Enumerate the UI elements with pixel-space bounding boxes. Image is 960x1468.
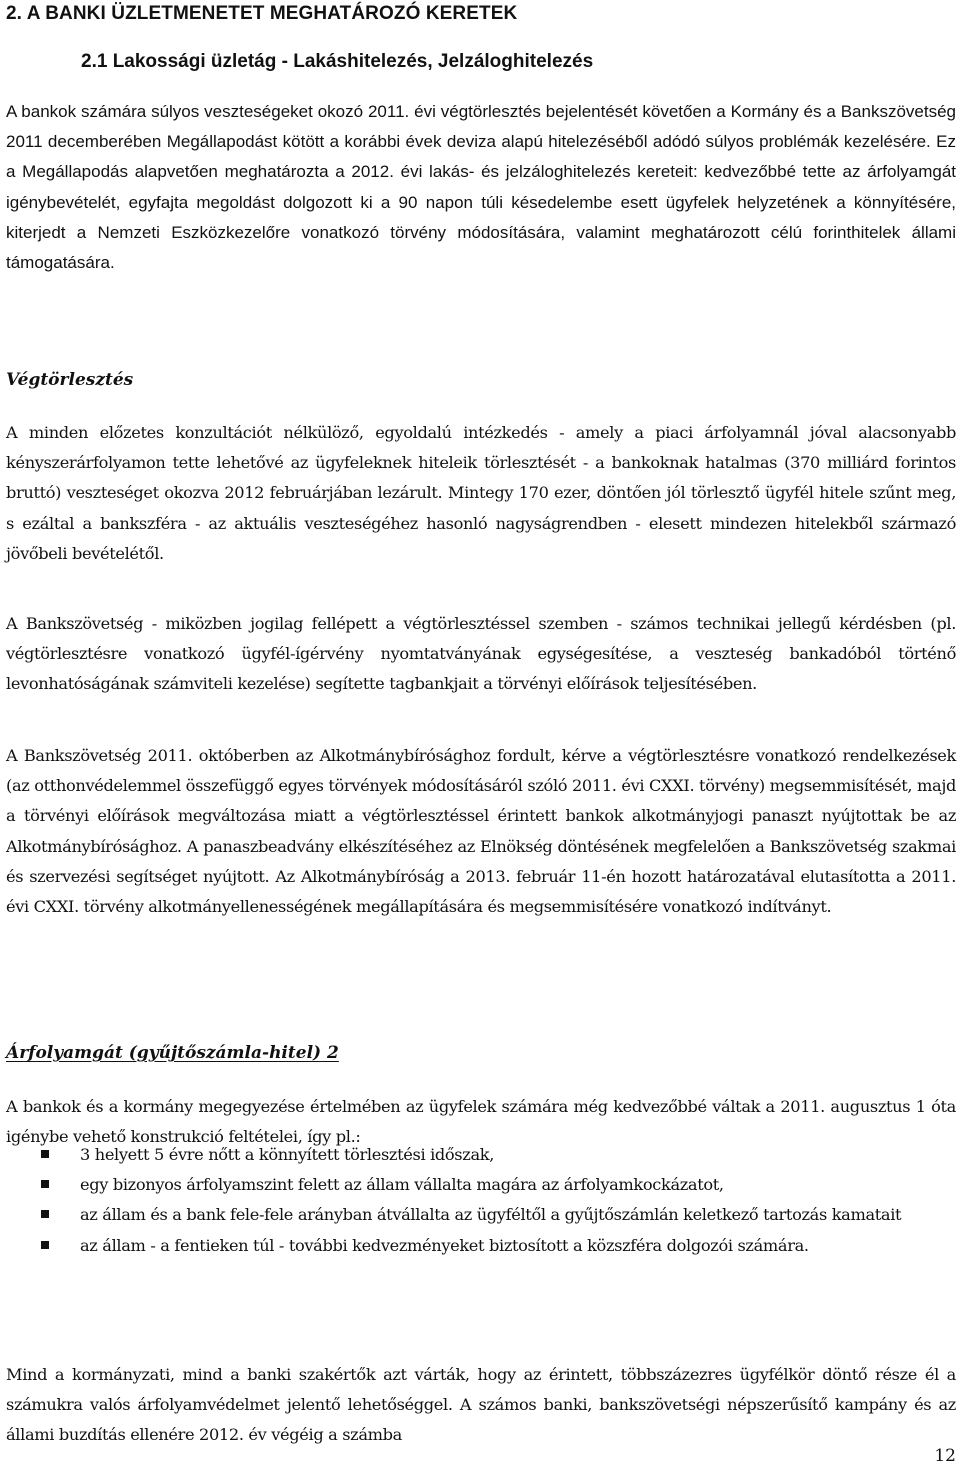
paragraph-arfolyamgat-closing: Mind a kormányzati, mind a banki szakértők azt várták, hogy az érintett, többszázezres ügyfélkör döntő része él a számukra valós árfolyamvédelmet jelentő lehetőséggel. A számos banki, bankszövetségi népszerűsítő kampány és az állami buzdítás ellenére 2012. év végéig a számba <box>6 1365 956 1445</box>
list-item-text: az állam - a fentieken túl - további kedvezményeket biztosított a közszféra dolgozói számára. <box>80 1235 809 1255</box>
paragraph-arfolyamgat-lead: A bankok és a kormány megegyezése értelmében az ügyfelek számára még kedvezőbbé váltak a 2011. augusztus 1 óta igénybe vehető konstrukció feltételei, így pl.: <box>6 1097 956 1147</box>
list-item-text: az állam és a bank fele-fele arányban átvállalta az ügyféltől a gyűjtőszámlán keletkező tartozás kamatait <box>80 1205 902 1225</box>
section-heading: 2.1 Lakossági üzletág - Lakáshitelezés, Jelzáloghitelezés <box>81 51 594 72</box>
list-item <box>6 1170 956 1200</box>
list-item <box>6 1200 956 1230</box>
page-number: 12 <box>934 1446 956 1466</box>
conditions-list <box>6 1140 956 1261</box>
square-bullet-icon <box>41 1210 49 1218</box>
paragraph-vegtorlesztes-1: A minden előzetes konzultációt nélkülöző, egyoldalú intézkedés - amely a piaci árfolyamnál jóval alacsonyabb kényszerárfolyamon tette lehetővé az ügyfeleknek hiteleik törlesztését - a bankoknak hatalmas (370 milliárd forintos bruttó) veszteséget okozva 2012 februárjában lezárult. Mintegy 170 ezer, döntően jól törlesztő ügyfél hitele szűnt meg, s ezáltal a bankszféra - az aktuális veszteségéhez hasonló nagyságrendben - elesett mindezen hitelekből származó jövőbeli bevételétől. <box>6 423 956 563</box>
subsection-title-vegtorlesztes: Végtörlesztés <box>6 370 134 390</box>
intro-paragraph: A bankok számára súlyos veszteségeket okozó 2011. évi végtörlesztés bejelentését követően a Kormány és a Bankszövetség 2011 decemberében Megállapodást kötött a korábbi évek deviza alapú hitelezéséből adódó súlyos problémák kezelésére. Ez a Megállapodás alapvetően meghatározta a 2012. évi lakás- és jelzáloghitelezés kereteit: kedvezőbbé tette az árfolyamgát igénybevételét, egyfajta megoldást dolgozott ki a 90 napon túli késedelembe esett ügyfelek helyzetének a könnyítésére, kiterjedt a Nemzeti Eszközkezelőre vonatkozó törvény módosítására, valamint meghatározott célú forinthitelek állami támogatására. <box>6 102 956 273</box>
square-bullet-icon <box>41 1150 49 1158</box>
list-item-text: 3 helyett 5 évre nőtt a könnyített törlesztési időszak, <box>80 1145 495 1164</box>
paragraph-vegtorlesztes-2: A Bankszövetség - miközben jogilag fellépett a végtörlesztéssel szemben - számos technikai jellegű kérdésben (pl. végtörlesztésre vonatkozó ügyfél-ígérvény nyomtatványának egységesítése, a veszteség bankadóból történő levonhatóságának számviteli kezelése) segítette tagbankjait a törvényi előírások teljesítésében. <box>6 614 956 694</box>
paragraph-vegtorlesztes-3: A Bankszövetség 2011. októberben az Alkotmánybírósághoz fordult, kérve a végtörlesztésre vonatkozó rendelkezések (az otthonvédelemmel összefüggő egyes törvények módosításáról szóló 2011. évi CXXI. törvény) megsemmisítését, majd a törvényi előírások megváltozása miatt a végtörlesztéssel érintett bankok alkotmányjogi panaszt nyújtottak be az Alkotmánybírósághoz. A panaszbeadvány elkészítéséhez az Elnökség döntésének megfelelően a Bankszövetség szakmai és szervezési segítséget nyújtott. Az Alkotmánybíróság a 2013. február 11-én hozott határozatával elutasította a 2011. évi CXXI. törvény alkotmányellenességének megállapítására és megsemmisítésére vonatkozó indítványt. <box>6 746 956 917</box>
list-item <box>6 1231 956 1261</box>
list-item-text: egy bizonyos árfolyamszint felett az állam vállalta magára az árfolyamkockázatot, <box>80 1175 724 1195</box>
chapter-heading: 2. A BANKI ÜZLETMENETET MEGHATÁROZÓ KERETEK <box>6 3 518 24</box>
subsection-title-arfolyamgat: Árfolyamgát (gyűjtőszámla-hitel) 2 <box>6 1043 339 1063</box>
square-bullet-icon <box>41 1180 49 1188</box>
list-item <box>6 1140 956 1170</box>
document-page <box>6 0 956 1468</box>
square-bullet-icon <box>41 1241 49 1249</box>
